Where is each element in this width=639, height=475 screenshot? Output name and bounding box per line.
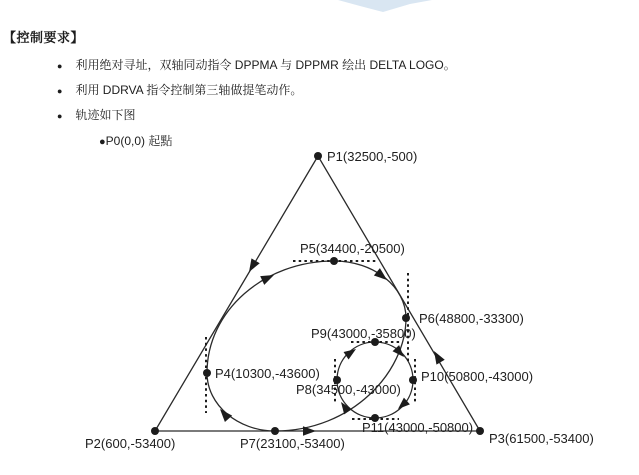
point-label-p10: P10(50800,-43000) [421,369,534,384]
point-label-p2: P2(600,-53400) [85,436,176,451]
point-marker-p0: ● [99,136,106,148]
arrow-outer-upper-left [260,271,276,285]
point-label-p11: P11(43000,-50800) [362,420,474,435]
point-marker-p4 [203,369,211,377]
direction-arrows [216,258,444,435]
point-label-p9: P9(43000,-35800) [311,326,416,341]
bullet-text-3: 轨迹如下图 [75,108,136,122]
point-marker-p2 [151,427,159,435]
outer-circle-path [207,261,406,431]
point-label-p7: P7(23100,-53400) [240,436,345,451]
arrow-edge-p2-p3 [303,426,316,436]
point-marker-p6 [402,314,410,322]
bullet-icon: ● [57,61,63,71]
point-marker-p7 [271,427,279,435]
bullet-text-1: 利用绝对寻址，双轴同动指令 DPPMA 与 DPPMR 绘出 DELTA LOGO。 [75,58,456,72]
point-label-p1: P1(32500,-500) [327,149,418,164]
point-marker-p5 [330,257,338,265]
arrow-edge-p1-p2 [245,258,260,274]
arrow-edge-p3-p1 [430,349,445,365]
point-label-p8: P8(34500,-43000) [296,382,401,397]
arrow-outer-upper-right [374,268,390,284]
start-point-label: P0(0,0) 起點 [105,134,173,148]
point-marker-p1 [314,152,322,160]
point-label-p6: P6(48800,-33300) [419,311,524,326]
bullet-icon: ● [57,86,63,96]
bullet-text-2: 利用 DDRVA 指令控制第三轴做提笔动作。 [75,83,303,97]
point-label-p5: P5(34400,-20500) [300,241,405,256]
point-label-p3: P3(61500,-53400) [489,431,594,446]
point-label-p4: P4(10300,-43600) [215,366,320,381]
point-marker-p10 [409,376,417,384]
delta-logo-watermark [338,0,432,12]
arrow-outer-lower-left [216,406,232,422]
point-marker-p3 [476,427,484,435]
section-heading: 【控制要求】 [3,30,85,45]
bullet-icon: ● [57,111,63,121]
